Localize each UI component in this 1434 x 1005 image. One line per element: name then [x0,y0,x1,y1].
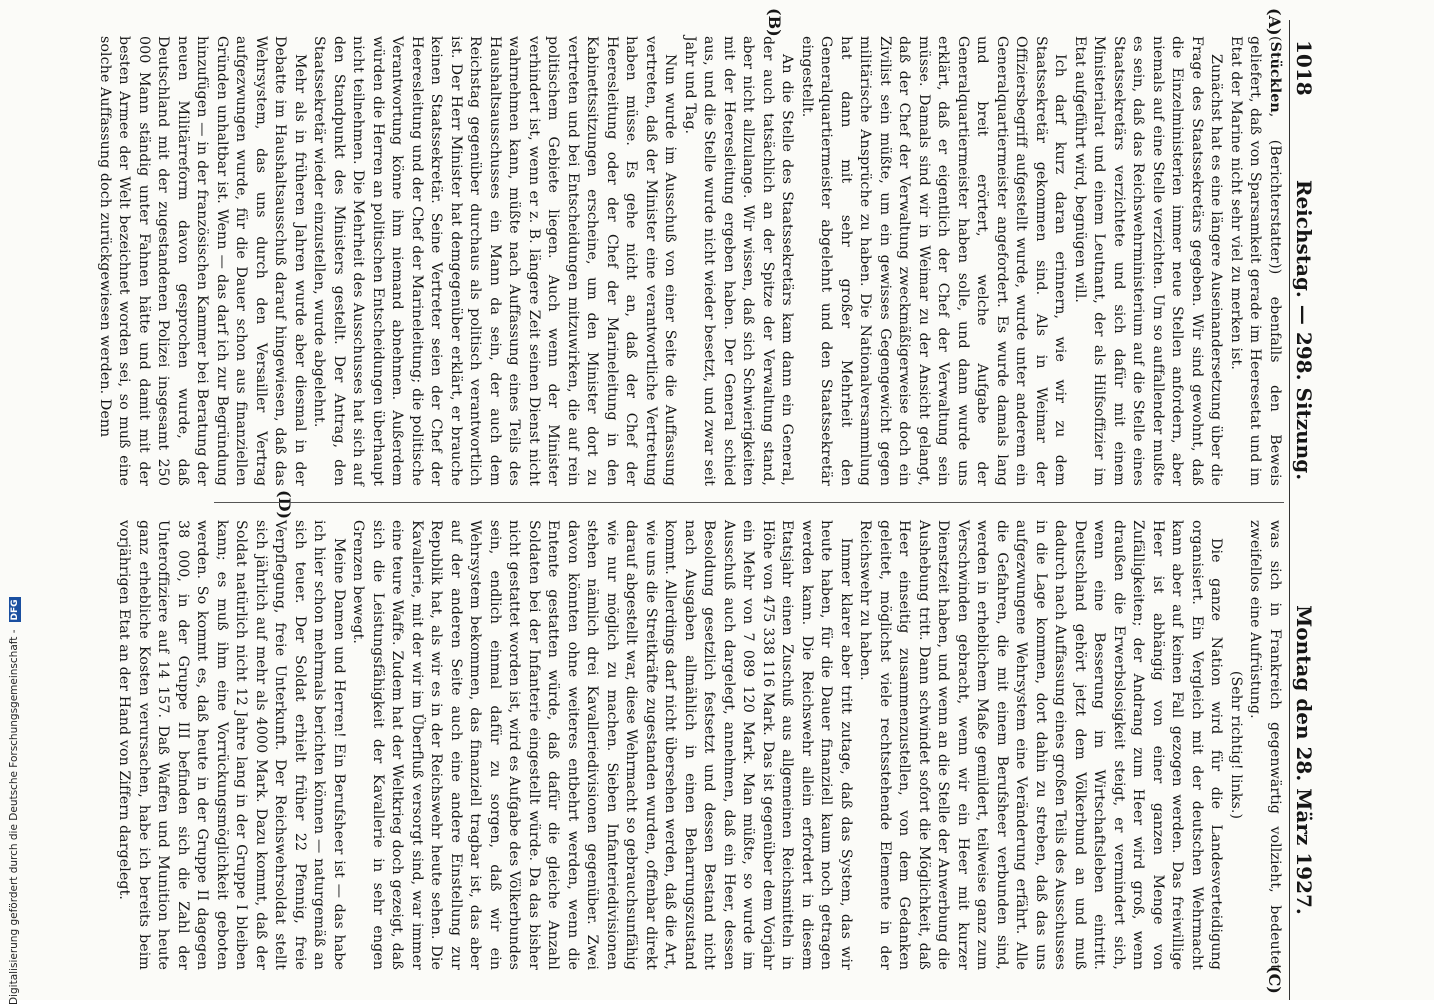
header-divider [1289,20,1290,1000]
margin-letter-b: (B) [765,8,784,37]
speaker-paragraph: (Stücklen, (Berichterstatter)) ebenfalls den Beweis geliefert, daß von Sparsamkeit gerade im Heeresetat und im Etat der Marine nicht sehr viel zu merken ist. [1228,36,1283,486]
left-column [97,36,1284,486]
speaker-name: Stücklen [1267,41,1283,113]
session-title: Reichstag. — 298. Sitzung. [1292,179,1316,481]
paragraph: Nun wurde im Ausschuß von einer Seite die Auffassung vertreten, daß der Minister eine verantwortliche Vertretung haben müsse. Es gehe nicht an, daß der Chef der Heeresleitung oder der Chef der Marineleitung in den Kabinettssitzungen erscheine, um den Minister dort zu vertreten und bei Entscheidungen mitzuwirken, die auf rein politischem Gebiete liegen. Auch wenn der Minister verhindert ist, wenn er z. B. längere Zeit seinen Dienst nicht wahrnehmen kann, müßte nach Auffassung eines Teils des Haushaltsausschusses ein Mann da sein, der auch dem Reichstag gegenüber durchaus als politisch verantwortlich ist. Der Herr Minister hat demgegenüber erklärt, er brauche keinen Staatssekretär. Seine Vertreter seien der Chef der Heeresleitung und der Chef der Marineleitung; die politische Verantwortung könne ihm niemand abnehmen. Außerdem würden die Herren an politischen Entscheidungen überhaupt nicht teilnehmen. Die Mehrheit des Ausschusses hat sich auf den Standpunkt des Ministers gestellt. Der Antrag, den Staatssekretär wieder einzustellen, wurde abgelehnt. [311,36,679,486]
paragraph: Zunächst hat es eine längere Auseinandersetzung über die Frage des Staatssekretärs gegeben. Wir sind gewohnt, daß die Einzelministerien immer neue Stellen anfordern, aber niemals auf eine Stelle verzichten. Um so auffallender mußte es sein, daß das Reichswehrministerium auf die Stelle eines Staatssekretärs verzichtete und sich dafür mit einem Ministerialrat und einem Leutnant, der als Hilfsoffizier im Etat aufgeführt wird, begnügen will. [1072,36,1225,486]
session-date: Montag den 28. März 1927. [1292,605,1316,915]
paragraph: Immer klarer aber tritt zutage, daß das System, das wir heute haben, für die Dauer finanziell kaum noch getragen werden kann. Die Reichswehr allein erfordert in diesem Etatsjahr einen Zuschuß aus allgemeinen Reichsmitteln in Höhe von 475 338 116 Mark. Das ist gegenüber dem Vorjahr ein Mehr von 7 089 120 Mark. Man müßte, so wurde im Ausschuß auch dargelegt, annehmen, daß ein Heer, dessen Besoldung gesetzlich festsetzt und dessen Bestand nicht nach Ausgaben allmählich in einen Beharrungszustand kommt. Allerdings darf nicht übersehen werden, daß die Art, wie uns die Streitkräfte zugestanden wurden, offenbar direkt darauf abgestellt war, diese Wehrmacht so gebrauchsunfähig wie nur möglich zu machen. Sieben Infanteriedivisionen stehen nämlich drei Kavalleriedivisionen gegenüber. Zwei davon könnten ohne weiteres entbehrt werden, wenn die Entente gestatten würde, daß dafür die gleiche Anzahl Soldaten bei der Infanterie eingestellt würde. Da das bisher nicht gestattet worden ist, wird es Aufgabe des Völkerbundes sein, endlich einmal dafür zu sorgen, daß wir ein Wehrsystem bekommen, das finanziell tragbar ist, das aber auf der anderen Seite auch eine andere Einstellung zur Republik hat, als wir es in der Reichswehr heute sehen. Die Kavallerie, mit der wir im Überfluß versorgt sind, war immer eine teure Waffe. Zudem hat der Weltkrieg doch gezeigt, daß sich die Leistungsfähigkeit der Kavallerie in sehr engen Grenzen bewegt. [350,520,854,970]
speaker-text: ebenfalls den Beweis geliefert, daß von Sparsamkeit gerade im Heeresetat und im Etat der Marine nicht sehr viel zu merken ist. [1228,36,1283,486]
paragraph: Ich darf kurz daran erinnern, wie wir zu dem Staatssekretär gekommen sind. Als in Weimar der Offiziersbegriff aufgestellt wurde, wurde unter anderem ein Generalquartiermeister angefordert. Es wurde damals lang und breit erörtert, welche Aufgabe der Generalquartiermeister haben solle, und dann wurde uns erklärt, daß er eigentlich der Chef der Verwaltung sein müsse. Damals sind wir in Weimar zu der Ansicht gelangt, daß der Chef der Verwaltung zweckmäßigerweise doch ein Zivilist sein müßte, um ein gewisses Gegengewicht gegen militärische Ansprüche zu haben. Die Nationalversammlung hat dann mit sehr großer Mehrheit den Generalquartiermeister abgelehnt und den Staatssekretär eingestellt. [799,36,1069,486]
paragraph: Mehr als in früheren Jahren wurde aber diesmal in der Debatte im Haushaltsausschuß darauf hingewiesen, daß das Wehrsystem, das uns durch den Versailler Vertrag aufgezwungen wurde, für die Dauer schon aus finanziellen Gründen unhaltbar ist. Wenn — das darf ich zur Begründung hinzufügen — in der französischen Kammer bei Beratung der neuen Militärreform davon gesprochen wurde, daß Deutschland mit der zugestandenen Polizei insgesamt 250 000 Mann ständig unter Fahnen hätte und damit mit der besten Armee der Welt bezeichnet worden sei, so muß eine solche Auffassung doch zurückgewiesen werden. Denn [97,36,308,486]
interjection: (Sehr richtig! links.) [1228,670,1244,820]
right-column [116,520,1284,970]
dfg-logo-icon: DFG [10,599,20,621]
page-number: 1018 [1292,40,1316,96]
margin-letter-c: (C) [1265,966,1284,994]
paragraph: An die Stelle des Staatssekretärs kam dann ein General, der auch tatsächlich an der Spitze der Verwaltung stand, aber nicht allzulange. Wir wissen, daß sich Schwierigkeiten mit der Heeresleitung ergeben haben. Der General schied aus, und die Stelle wurde nicht wieder besetzt, und zwar seit Jahr und Tag. [682,36,796,486]
column-divider [214,502,1284,503]
paragraph: was sich in Frankreich gegenwärtig vollzieht, bedeutet zweifellos eine Aufrüstung. [1247,520,1283,970]
paragraph: Die ganze Nation wird für die Landesverteidigung organisiert. Ein Vergleich mit der deutschen Wehrmacht kann aber auf keinen Fall gezogen werden. Das freiwillige Heer ist abhängig von einer ganzen Menge von Zufälligkeiten; der Andrang zum Heer wird groß, wenn draußen die Erwerbslosigkeit steigt, er vermindert sich, wenn eine Besserung im Wirtschaftsleben eintritt. Deutschland gehört jetzt dem Völkerbund an und muß dadurch nach Auffassung eines großen Teils des Ausschusses in die Lage kommen, dort dahin zu streben, daß das uns aufgezwungene Wehrsystem eine Veränderung erfährt. Alle die Gefahren, die mit einem Berufsheer verbunden sind, werden in erheblichem Maße gemildert, teilweise ganz zum Verschwinden gebracht, wenn wir ein Heer mit kurzer Dienstzeit haben, und wenn an die Stelle der Anwerbung die Aushebung tritt. Dann schwindet sofort die Möglichkeit, daß Heer einseitig zusammenzustellen, von dem Gedanken geleitet, möglichst viele rechtsstehende Elemente in der Reichswehr zu haben. [857,520,1225,970]
paragraph: Meine Damen und Herren! Ein Berufsheer ist — das habe ich hier schon mehrmals berichten können — naturgemäß an sich teuer. Der Soldat erhielt früher 22 Pfennig, freie Verpflegung, freie Unterkunft. Der Reichswehrsoldat stellt sich jährlich auf mehr als 4000 Mark. Dazu kommt, daß der Soldat natürlich nicht 12 Jahre lang in der Gruppe I bleiben kann; es muß ihm eine Vorrückungsmöglichkeit geboten werden. So kommt es, daß heute in der Gruppe II dagegen 38 000, in der Gruppe III befinden sich die Zahl der Unteroffiziere auf 14 157. Daß Waffen und Munition heute ganz erhebliche Kosten verursachen, habe ich bereits beim vorjährigen Etat an der Hand von Ziffern dargelegt. [116,520,347,970]
credit-text: Digitalisierung gefördert durch die Deutsche Forschungsgemeinschaft - [8,629,20,1005]
speaker-role: (Berichterstatter) [1267,139,1283,269]
margin-letter-d: (D) [275,490,294,520]
margin-letter-a: (A) [1265,8,1284,36]
